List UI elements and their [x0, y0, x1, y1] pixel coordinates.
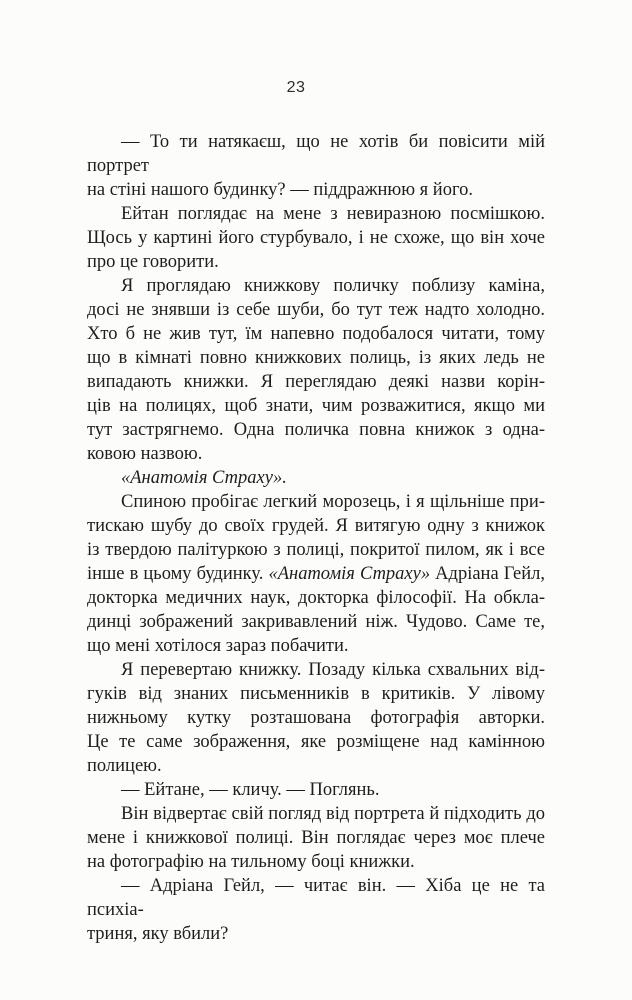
text-segment: Я перевертаю книжку. Позаду кілька схвальних від- — [121, 660, 545, 680]
text-line — [87, 490, 545, 514]
text-line — [87, 562, 545, 586]
text-line — [87, 634, 545, 658]
text-line — [87, 730, 545, 754]
text-segment: Він відвертає свій погляд від портрета й підходить до — [121, 804, 545, 824]
text-line — [87, 370, 545, 394]
paragraph — [87, 130, 545, 202]
text-segment: що мені хотілося зараз побачити. — [87, 636, 349, 656]
text-segment: — То ти натякаєш, що не хотів би повісити мій портрет — [87, 132, 545, 176]
paragraph — [87, 274, 545, 466]
text-line — [87, 394, 545, 418]
paragraph — [87, 466, 545, 490]
text-line — [87, 754, 545, 778]
text-segment: Ейтан поглядає на мене з невиразною посмішкою. — [121, 204, 545, 224]
text-line — [87, 226, 545, 250]
text-line — [87, 466, 545, 490]
text-segment: про це говорити. — [87, 252, 219, 272]
text-segment: нижньому кутку розташована фотографія авторки. — [87, 708, 545, 728]
text-line — [87, 322, 545, 346]
text-line — [87, 802, 545, 826]
text-line — [87, 298, 545, 322]
text-segment: полицею. — [87, 756, 162, 776]
paragraph — [87, 490, 545, 658]
text-line — [87, 514, 545, 538]
text-line — [87, 922, 545, 946]
text-line — [87, 538, 545, 562]
text-line — [87, 442, 545, 466]
text-segment: тут застрягнемо. Одна поличка повна книжок з одна- — [87, 420, 545, 440]
text-line — [87, 178, 545, 202]
text-segment: ців на полицях, щоб знати, чим розважитися, якщо ми — [87, 396, 545, 416]
text-line — [87, 202, 545, 226]
text-segment: ковою назвою. — [87, 444, 203, 464]
text-line — [87, 610, 545, 634]
text-segment: мене і книжкової полиці. Він поглядає через моє плече — [87, 828, 545, 848]
text-line — [87, 274, 545, 298]
text-segment: динці зображений закривавлений ніж. Чудово. Саме те, — [87, 612, 545, 632]
paragraph — [87, 874, 545, 946]
paragraph — [87, 802, 545, 874]
text-segment: на стіні нашого будинку? — піддражнюю я його. — [87, 180, 473, 200]
text-segment: на фотографію на тильному боці книжки. — [87, 852, 415, 872]
text-line — [87, 874, 545, 922]
text-segment: випадають книжки. Я переглядаю деякі назви корін- — [87, 372, 545, 392]
paragraph — [87, 778, 545, 802]
text-segment: Хто б не жив тут, їм напевно подобалося читати, тому — [87, 324, 545, 344]
text-segment: досі не знявши із себе шуби, бо тут теж надто холодно. — [87, 300, 545, 320]
text-segment: Я проглядаю книжкову поличку поблизу каміна, — [121, 276, 545, 296]
paragraph — [87, 202, 545, 274]
text-segment: — Адріана Гейл, — читає він. — Хіба це не та психіа- — [87, 876, 545, 920]
text-line — [87, 130, 545, 178]
text-segment: Це те саме зображення, яке розміщене над камінною — [87, 732, 545, 752]
text-segment: докторка медичних наук, докторка філософії. На обкла- — [87, 588, 545, 608]
text-line — [87, 850, 545, 874]
text-line — [87, 682, 545, 706]
text-segment: інше в цьому будинку. — [87, 564, 269, 584]
text-segment: триня, яку вбили? — [87, 924, 229, 944]
text-line — [87, 826, 545, 850]
page-text — [87, 130, 545, 946]
book-title-italic: «Анатомія Страху» — [268, 564, 431, 584]
text-segment: Адріана Гейл, — [430, 564, 545, 584]
text-line — [87, 778, 545, 802]
text-line — [87, 586, 545, 610]
text-segment: Спиною пробігає легкий морозець, і я щільніше при- — [121, 492, 545, 512]
text-line — [87, 418, 545, 442]
page-number: 23 — [286, 79, 306, 96]
paragraph — [87, 658, 545, 778]
book-title-italic: «Анатомія Страху». — [121, 468, 287, 488]
text-segment: що в кімнаті повно книжкових полиць, із яких ледь не — [87, 348, 545, 368]
text-line — [87, 658, 545, 682]
text-line — [87, 706, 545, 730]
text-segment: Щось у картині його стурбувало, і не схоже, що він хоче — [87, 228, 545, 248]
text-segment: із твердою палітуркою з полиці, покритої пилом, як і все — [87, 540, 545, 560]
text-segment: тискаю шубу до своїх грудей. Я витягую одну з книжок — [87, 516, 545, 536]
text-line — [87, 346, 545, 370]
text-segment: гуків від знаних письменників в критиків. У лівому — [87, 684, 545, 704]
text-segment: — Ейтане, — кличу. — Поглянь. — [121, 780, 380, 800]
text-line — [87, 250, 545, 274]
